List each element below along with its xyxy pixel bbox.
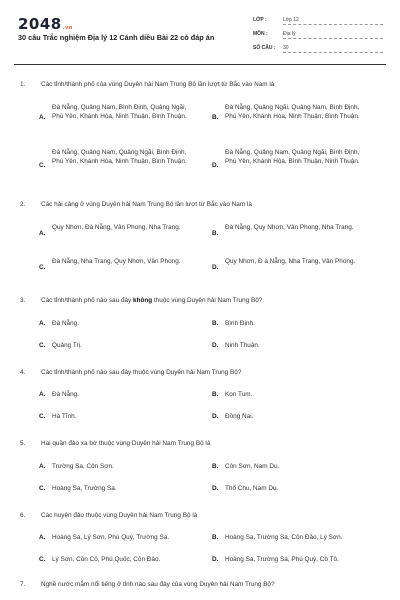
question-5 xyxy=(20,439,388,448)
question-body: Các tỉnh/thành phố của vùng Duyên hải Nam Trung Bộ lần lượt từ Bắc vào Nam là xyxy=(41,81,275,88)
option-text: Đồng Nai. xyxy=(225,413,254,420)
question-text xyxy=(20,296,388,305)
option-letter: C. xyxy=(39,556,46,563)
question-4 xyxy=(20,368,388,377)
meta-subject xyxy=(253,31,383,39)
question-body: Các tỉnh/thành phố nào sau đây thuộc vùng Duyên hải Nam Trung Bộ? xyxy=(41,369,242,376)
option-text: Kon Tum. xyxy=(225,391,253,398)
meta-subject-label: MÔN : xyxy=(253,31,268,37)
option-text: Quy Nhơn, Đ à Nẵng, Nha Trang, Vân Phong. xyxy=(225,258,356,265)
option-letter: C. xyxy=(39,162,46,169)
question-number: 5. xyxy=(20,440,26,447)
meta-class xyxy=(253,17,383,25)
question-body-start: Các tỉnh/thành phố nào sau đây xyxy=(41,297,134,304)
option-letter: D. xyxy=(212,556,219,563)
meta-class-label: LỚP : xyxy=(253,17,267,23)
option-text: Côn Sơn, Nam Du. xyxy=(225,463,280,470)
logo-suffix: .vn xyxy=(62,25,73,31)
option-letter: A. xyxy=(39,534,46,541)
question-1 xyxy=(20,80,388,89)
option-letter: A. xyxy=(39,320,46,327)
option-letter: A. xyxy=(39,230,46,237)
question-7 xyxy=(20,580,388,589)
option-letter: A. xyxy=(39,114,46,121)
option-text: Thổ Chu, Nam Du. xyxy=(225,485,279,492)
question-text xyxy=(20,368,388,377)
option-letter: B. xyxy=(212,534,219,541)
header-divider xyxy=(14,64,386,65)
meta-subject-value: Địa lý xyxy=(283,31,383,39)
option-text: Đà Nẵng. xyxy=(52,320,79,327)
question-3 xyxy=(20,296,388,305)
option-letter: B. xyxy=(212,230,219,237)
option-text: Hoàng Sa, Trường Sa, Phú Quý, Cô Tô. xyxy=(225,556,339,563)
question-body: Hai quần đảo xa bờ thuộc vùng Duyên hải Nam Trung Bộ là xyxy=(41,440,211,447)
site-logo[interactable] xyxy=(18,15,73,33)
option-text: Đà Nẵng. xyxy=(52,391,79,398)
document-title: 30 câu Trắc nghiệm Địa lý 12 Cánh diều Bài 22 có đáp án xyxy=(18,33,215,42)
option-text: Quảng Trị. xyxy=(52,342,82,349)
question-number: 7. xyxy=(20,581,26,588)
question-text xyxy=(20,439,388,448)
logo-main: 2048 xyxy=(18,15,62,33)
question-text xyxy=(20,580,388,589)
question-emphasis: không xyxy=(133,297,153,304)
option-letter: A. xyxy=(39,391,46,398)
option-text: Đà Nẵng, Nha Trang, Quy Nhơn, Vân Phong. xyxy=(52,258,181,265)
option-text: Trường Sa, Côn Sơn. xyxy=(52,463,114,470)
option-letter: B. xyxy=(212,114,219,121)
question-text xyxy=(20,200,388,209)
option-letter: C. xyxy=(39,485,46,492)
option-letter: D. xyxy=(212,485,219,492)
question-text xyxy=(20,511,388,520)
question-text xyxy=(20,80,388,89)
option-letter: C. xyxy=(39,342,46,349)
meta-class-value: Lớp 12 xyxy=(283,17,383,25)
option-text: Đà Nẵng, Quảng Ngãi, Quảng Nam, Bình Định, Phú Yên, Khánh Hòa, Ninh Thuận, Bình Thuận. xyxy=(225,104,360,120)
question-body: Các hải cảng ở vùng Duyên hải Nam Trung Bộ lần lượt từ Bắc vào Nam là xyxy=(41,201,252,208)
option-text: Đà Nẵng, Quảng Nam, Bình Định, Quảng Ngãi, Phú Yên, Khánh Hòa, Ninh Thuận, Bình Thuận. xyxy=(52,104,187,120)
option-text: Đà Nẵng, Quảng Nam, Quảng Ngãi, Bình Định, Phú Yên, Khánh Hòa, Bình Thuận, Ninh Thuận. xyxy=(225,149,360,165)
question-2 xyxy=(20,200,388,209)
question-body: Nghề nước mắm nổi tiếng ở tỉnh nào sau đây của vùng Duyên hải Nam Trung Bộ? xyxy=(41,581,275,588)
question-body-end: thuộc vùng Duyên hải Nam Trung Bộ? xyxy=(152,297,263,304)
option-letter: B. xyxy=(212,463,219,470)
option-text: Đà Nẵng, Quảng Nam, Quảng Ngãi, Bình Định, Phú Yên, Khánh Hòa, Ninh Thuận, Bình Thuận. xyxy=(52,149,187,165)
question-number: 4. xyxy=(20,369,26,376)
option-letter: C. xyxy=(39,264,46,271)
question-number: 6. xyxy=(20,512,26,519)
option-letter: A. xyxy=(39,463,46,470)
option-text: Hoàng Sa, Lý Sơn, Phú Quý, Trường Sa. xyxy=(52,534,170,541)
option-letter: C. xyxy=(39,413,46,420)
meta-count xyxy=(253,45,383,53)
meta-count-value: 30 xyxy=(283,45,383,53)
question-number: 1. xyxy=(20,81,26,88)
option-text: Ninh Thuận. xyxy=(225,342,260,349)
option-text: Bình Định. xyxy=(225,320,255,327)
option-text: Lý Sơn, Cồn Cỏ, Phú Quốc, Côn Đảo. xyxy=(52,556,161,563)
question-body: Các huyện đảo thuộc vùng Duyên hải Nam Trung Bộ là xyxy=(41,512,198,519)
option-text: Hà Tĩnh. xyxy=(52,413,77,420)
option-text: Đà Nẵng, Quy Nhơn, Vân Phong, Nha Trang. xyxy=(225,224,354,231)
option-text: Hoàng Sa, Trường Sa, Côn Đảo, Lý Sơn. xyxy=(225,534,343,541)
option-letter: D. xyxy=(212,264,219,271)
question-number: 2. xyxy=(20,201,26,208)
option-letter: B. xyxy=(212,320,219,327)
option-text: Hoàng Sa, Trường Sa. xyxy=(52,485,117,492)
option-letter: D. xyxy=(212,342,219,349)
question-6 xyxy=(20,511,388,520)
meta-count-label: SỐ CÂU : xyxy=(253,45,276,51)
option-letter: D. xyxy=(212,162,219,169)
option-text: Quy Nhơn, Đà Nẵng, Vân Phong, Nha Trang. xyxy=(52,224,181,231)
option-letter: B. xyxy=(212,391,219,398)
option-letter: D. xyxy=(212,413,219,420)
question-number: 3. xyxy=(20,297,26,304)
